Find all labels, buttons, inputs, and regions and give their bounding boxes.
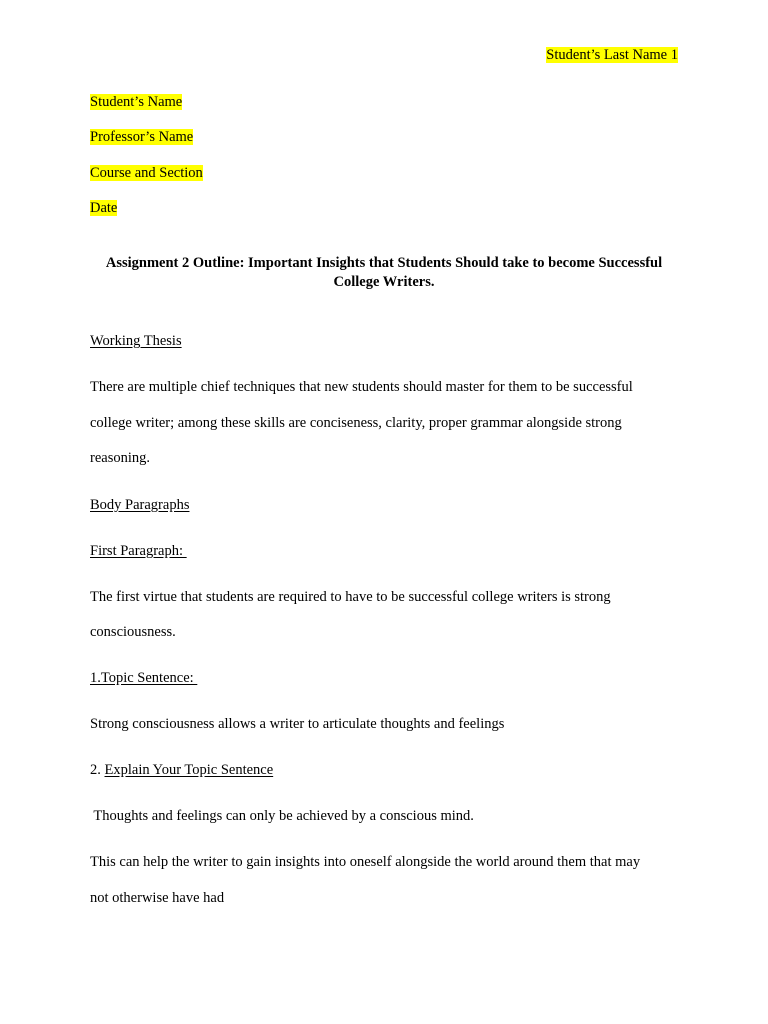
student-name: Student’s Name [90, 94, 183, 110]
explain-heading-line [90, 761, 273, 779]
thesis-line-2: college writer; among these skills are conciseness, clarity, proper grammar alongside strong [90, 415, 622, 431]
insight-line-1: This can help the writer to gain insights into oneself alongside the world around them that may [90, 854, 641, 870]
title-line-1: Assignment 2 Outline: Important Insights that Students Should take to become Successful [105, 255, 663, 271]
topic-sentence-heading-line [90, 669, 197, 687]
running-head [546, 46, 678, 64]
body-paragraphs-heading-line [90, 496, 189, 514]
course-section: Course and Section [90, 165, 203, 181]
working-thesis-heading: Working Thesis [90, 333, 182, 349]
running-head-text: Student’s Last Name 1 [546, 47, 678, 63]
insight-line-2: not otherwise have had [90, 890, 225, 906]
course-section-line [90, 164, 203, 182]
title-line-2: College Writers. [333, 274, 435, 290]
first-para-line-1: The first virtue that students are required to have to be successful college writers is strong [90, 589, 611, 605]
date-line [90, 199, 117, 217]
professor-name-line [90, 128, 193, 146]
topic-sentence-heading: 1.Topic Sentence: [90, 670, 198, 686]
thesis-line-3: reasoning. [90, 450, 150, 466]
professor-name: Professor’s Name [90, 129, 194, 145]
explain-heading: Explain Your Topic Sentence [104, 762, 274, 778]
working-thesis-heading-line [90, 332, 182, 350]
thesis-line-1: There are multiple chief techniques that new students should master for them to be successful [90, 379, 633, 395]
explain-text: Thoughts and feelings can only be achieved by a conscious mind. [90, 808, 474, 824]
first-paragraph-heading: First Paragraph: [90, 543, 187, 559]
document-title [90, 254, 678, 292]
student-name-line [90, 93, 182, 111]
topic-sentence-text: Strong consciousness allows a writer to articulate thoughts and feelings [90, 716, 505, 732]
first-paragraph-heading-line [90, 542, 187, 560]
first-para-line-2: consciousness. [90, 624, 176, 640]
date: Date [90, 200, 118, 216]
body-paragraphs-heading: Body Paragraphs [90, 497, 190, 513]
explain-number: 2. [90, 762, 105, 778]
